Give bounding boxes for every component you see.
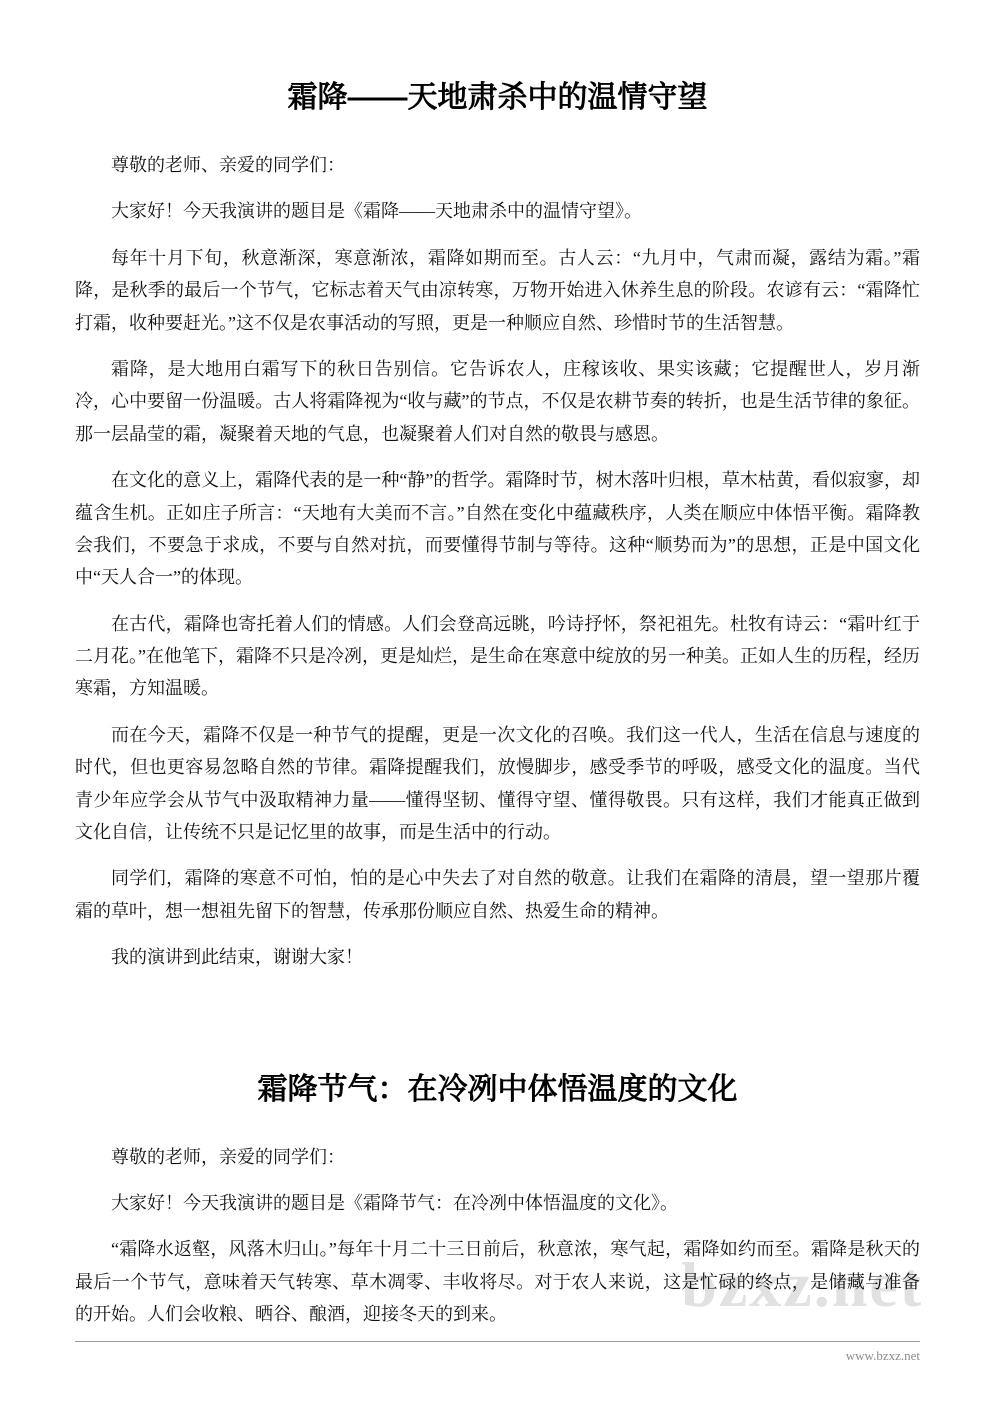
page-footer: [75, 1341, 920, 1364]
paragraph: 大家好！今天我演讲的题目是《霜降——天地肃杀中的温情守望》。: [111, 201, 642, 222]
section-2-body: [75, 1141, 920, 1331]
section-1-body: [75, 149, 920, 974]
paragraph: 我的演讲到此结束，谢谢大家！: [111, 947, 363, 968]
paragraph: 大家好！今天我演讲的题目是《霜降节气：在冷冽中体悟温度的文化》。: [111, 1192, 678, 1213]
footer-url-link[interactable]: www.bzxz.net: [845, 1348, 920, 1363]
document-title-2: 霜降节气：在冷冽中体悟温度的文化: [257, 1072, 738, 1106]
paragraph: 尊敬的老师、亲爱的同学们：: [111, 155, 345, 175]
paragraph: 尊敬的老师，亲爱的同学们：: [111, 1146, 345, 1167]
document-title-1: 霜降——天地肃杀中的温情守望: [287, 81, 708, 114]
paragraph: 而在今天，霜降不仅是一种节气的提醒，更是一次文化的召唤。我们这一代人，生活在信息与速度的时代，但也更容易忽略自然的节律。霜降提醒我们，放慢脚步，感受季节的呼吸，感受文化的温度。当代青少年应学会从节气中汲取精神力量——懂得坚韧、懂得守望、懂得敬畏。只有这样，我们才能真正做到文化自信，让传统不只是记忆里的故事，而是生活中的行动。: [75, 724, 920, 843]
paragraph: 在文化的意义上，霜降代表的是一种“静”的哲学。霜降时节，树木落叶归根，草木枯黄，看似寂寥，却蕴含生机。正如庄子所言：“天地有大美而不言。”自然在变化中蕴藏秩序，人类在顺应中体悟平衡。霜降教会我们，不要急于求成，不要与自然对抗，而要懂得节制与等待。这种“顺势而为”的思想，正是中国文化中“天人合一”的体现。: [75, 470, 920, 588]
paragraph: 在古代，霜降也寄托着人们的情感。人们会登高远眺，吟诗抒怀，祭祀祖先。杜牧有诗云：“霜叶红于二月花。”在他笔下，霜降不只是冷冽，更是灿烂，是生命在寒意中绽放的另一种美。正如人生的历程，经历寒霜，方知温暖。: [75, 613, 920, 699]
paragraph: 同学们，霜降的寒意不可怕，怕的是心中失去了对自然的敬意。让我们在霜降的清晨，望一望那片覆霜的草叶，想一想祖先留下的智慧，传承那份顺应自然、热爱生命的精神。: [75, 868, 920, 921]
paragraph: 霜降，是大地用白霜写下的秋日告别信。它告诉农人，庄稼该收、果实该藏；它提醒世人，岁月渐冷，心中要留一份温暖。古人将霜降视为“收与藏”的节点，不仅是农耕节奏的转折，也是生活节律的象征。那一层晶莹的霜，凝聚着天地的气息，也凝聚着人们对自然的敬畏与感恩。: [75, 358, 920, 444]
paragraph: “霜降水返壑，风落木归山。”每年十月二十三日前后，秋意浓，寒气起，霜降如约而至。霜降是秋天的最后一个节气，意味着天气转寒、草木凋零、丰收将尽。对于农人来说，这是忙碌的终点，是储藏与准备的开始。人们会收粮、晒谷、酿酒，迎接冬天的到来。: [75, 1239, 920, 1325]
paragraph: 每年十月下旬，秋意渐深，寒意渐浓，霜降如期而至。古人云：“九月中，气肃而凝，露结为霜。”霜降，是秋季的最后一个节气，它标志着天气由凉转寒，万物开始进入休养生息的阶段。农谚有云：“霜降忙打霜，收种要赶光。”这不仅是农事活动的写照，更是一种顺应自然、珍惜时节的生活智慧。: [75, 247, 920, 333]
watermark: bzxz.net: [681, 1249, 923, 1320]
footer-divider: [75, 1341, 920, 1342]
